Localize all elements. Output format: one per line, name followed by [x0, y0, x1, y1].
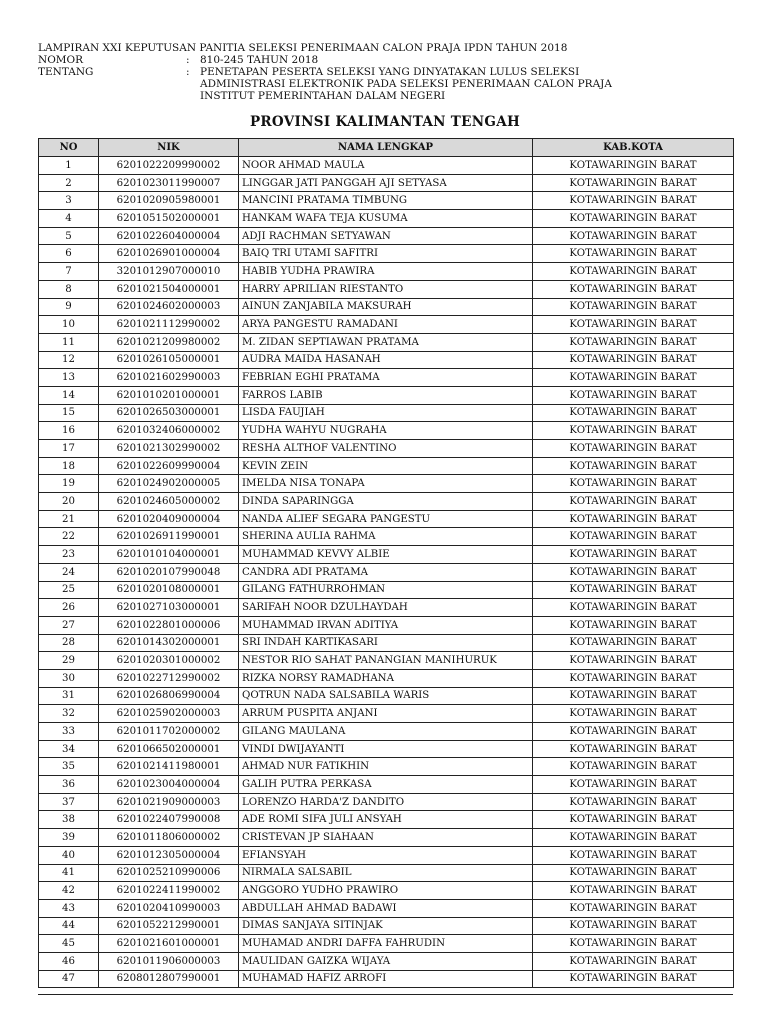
cell-no: 3 [39, 192, 99, 210]
cell-kab-kota: KOTAWARINGIN BARAT [533, 316, 734, 334]
table-row [39, 351, 734, 369]
cell-nik: 6201051502000001 [99, 210, 239, 228]
table-row [39, 563, 734, 581]
cell-no: 1 [39, 157, 99, 175]
cell-kab-kota: KOTAWARINGIN BARAT [533, 616, 734, 634]
tentang-line: ADMINISTRASI ELEKTRONIK PADA SELEKSI PENERIMAAN CALON PRAJA [200, 78, 612, 90]
cell-nama: ARRUM PUSPITA ANJANI [239, 705, 533, 723]
cell-no: 9 [39, 298, 99, 316]
cell-nama: HANKAM WAFA TEJA KUSUMA [239, 210, 533, 228]
table-row [39, 758, 734, 776]
cell-kab-kota: KOTAWARINGIN BARAT [533, 457, 734, 475]
cell-nama: LISDA FAUJIAH [239, 404, 533, 422]
cell-nama: NIRMALA SALSABIL [239, 864, 533, 882]
cell-nama: RESHA ALTHOF VALENTINO [239, 440, 533, 458]
cell-nama: SARIFAH NOOR DZULHAYDAH [239, 599, 533, 617]
cell-no: 23 [39, 546, 99, 564]
cell-nama: HARRY APRILIAN RIESTANTO [239, 280, 533, 298]
table-row [39, 528, 734, 546]
nomor-value: 810-245 TAHUN 2018 [200, 54, 319, 66]
cell-kab-kota: KOTAWARINGIN BARAT [533, 970, 734, 988]
cell-nama: MUHAMAD ANDRI DAFFA FAHRUDIN [239, 935, 533, 953]
cell-nama: BAIQ TRI UTAMI SAFITRI [239, 245, 533, 263]
cell-nik: 6201024902000005 [99, 475, 239, 493]
cell-no: 46 [39, 952, 99, 970]
cell-nama: CRISTEVAN JP SIAHAAN [239, 829, 533, 847]
cell-nik: 6201066502000001 [99, 740, 239, 758]
cell-kab-kota: KOTAWARINGIN BARAT [533, 245, 734, 263]
cell-kab-kota: KOTAWARINGIN BARAT [533, 935, 734, 953]
cell-nik: 6201025210990006 [99, 864, 239, 882]
cell-nama: MUHAMMAD IRVAN ADITIYA [239, 616, 533, 634]
cell-no: 8 [39, 280, 99, 298]
tentang-label: TENTANG [38, 66, 94, 78]
cell-nik: 6201022609990004 [99, 457, 239, 475]
cell-no: 4 [39, 210, 99, 228]
table-row [39, 776, 734, 794]
cell-no: 14 [39, 386, 99, 404]
cell-kab-kota: KOTAWARINGIN BARAT [533, 864, 734, 882]
cell-nama: MANCINI PRATAMA TIMBUNG [239, 192, 533, 210]
table-row [39, 599, 734, 617]
cell-no: 13 [39, 369, 99, 387]
cell-no: 12 [39, 351, 99, 369]
cell-nama: LINGGAR JATI PANGGAH AJI SETYASA [239, 174, 533, 192]
column-header-nik: NIK [99, 139, 239, 157]
cell-no: 32 [39, 705, 99, 723]
table-row [39, 386, 734, 404]
table-row [39, 740, 734, 758]
cell-nama: M. ZIDAN SEPTIAWAN PRATAMA [239, 333, 533, 351]
cell-nik: 6201020108000001 [99, 581, 239, 599]
cell-nama: RIZKA NORSY RAMADHANA [239, 669, 533, 687]
cell-nik: 6201032406000002 [99, 422, 239, 440]
cell-nama: VINDI DWIJAYANTI [239, 740, 533, 758]
nomor-label: NOMOR [38, 54, 84, 66]
cell-nik: 6201023011990007 [99, 174, 239, 192]
table-row [39, 935, 734, 953]
cell-nik: 6201027103000001 [99, 599, 239, 617]
table-row [39, 245, 734, 263]
cell-no: 41 [39, 864, 99, 882]
header-line-lampiran [38, 42, 738, 54]
cell-nama: NESTOR RIO SAHAT PANANGIAN MANIHURUK [239, 652, 533, 670]
cell-kab-kota: KOTAWARINGIN BARAT [533, 705, 734, 723]
table-row [39, 210, 734, 228]
cell-kab-kota: KOTAWARINGIN BARAT [533, 563, 734, 581]
cell-kab-kota: KOTAWARINGIN BARAT [533, 846, 734, 864]
cell-kab-kota: KOTAWARINGIN BARAT [533, 493, 734, 511]
cell-nik: 6201021302990002 [99, 440, 239, 458]
cell-no: 43 [39, 899, 99, 917]
cell-nik: 6201011906000003 [99, 952, 239, 970]
cell-kab-kota: KOTAWARINGIN BARAT [533, 528, 734, 546]
table-row [39, 404, 734, 422]
cell-nama: YUDHA WAHYU NUGRAHA [239, 422, 533, 440]
tentang-separator: : [186, 66, 190, 78]
table-row [39, 829, 734, 847]
table-row [39, 687, 734, 705]
table-row [39, 227, 734, 245]
cell-no: 2 [39, 174, 99, 192]
cell-nama: AHMAD NUR FATIKHIN [239, 758, 533, 776]
cell-nama: MAULIDAN GAIZKA WIJAYA [239, 952, 533, 970]
cell-kab-kota: KOTAWARINGIN BARAT [533, 263, 734, 281]
cell-no: 10 [39, 316, 99, 334]
cell-nama: LORENZO HARDA'Z DANDITO [239, 793, 533, 811]
table-row [39, 174, 734, 192]
document-header [38, 42, 738, 102]
cell-nik: 6201022712990002 [99, 669, 239, 687]
cell-nama: GILANG FATHURROHMAN [239, 581, 533, 599]
cell-kab-kota: KOTAWARINGIN BARAT [533, 422, 734, 440]
cell-nik: 6201020409000004 [99, 510, 239, 528]
table-row [39, 422, 734, 440]
cell-no: 15 [39, 404, 99, 422]
cell-nik: 6201021909000003 [99, 793, 239, 811]
tentang-line: PENETAPAN PESERTA SELEKSI YANG DINYATAKAN LULUS SELEKSI [200, 66, 580, 78]
cell-kab-kota: KOTAWARINGIN BARAT [533, 740, 734, 758]
cell-no: 16 [39, 422, 99, 440]
cell-no: 5 [39, 227, 99, 245]
cell-kab-kota: KOTAWARINGIN BARAT [533, 634, 734, 652]
cell-nik: 6201024602000003 [99, 298, 239, 316]
cell-nama: ARYA PANGESTU RAMADANI [239, 316, 533, 334]
column-header-no: NO [39, 139, 99, 157]
table-row [39, 369, 734, 387]
cell-nik: 6201021411980001 [99, 758, 239, 776]
bottom-divider [38, 994, 733, 995]
cell-nama: FARROS LABIB [239, 386, 533, 404]
cell-kab-kota: KOTAWARINGIN BARAT [533, 333, 734, 351]
cell-nama: GILANG MAULANA [239, 723, 533, 741]
cell-kab-kota: KOTAWARINGIN BARAT [533, 404, 734, 422]
cell-nama: ADE ROMI SIFA JULI ANSYAH [239, 811, 533, 829]
cell-kab-kota: KOTAWARINGIN BARAT [533, 829, 734, 847]
cell-nik: 6201025902000003 [99, 705, 239, 723]
table-row [39, 723, 734, 741]
cell-no: 42 [39, 882, 99, 900]
table-row [39, 157, 734, 175]
lampiran-text: LAMPIRAN XXI KEPUTUSAN PANITIA SELEKSI PENERIMAAN CALON PRAJA IPDN TAHUN 2018 [38, 42, 568, 54]
cell-no: 40 [39, 846, 99, 864]
cell-kab-kota: KOTAWARINGIN BARAT [533, 599, 734, 617]
cell-kab-kota: KOTAWARINGIN BARAT [533, 386, 734, 404]
cell-no: 24 [39, 563, 99, 581]
cell-no: 21 [39, 510, 99, 528]
cell-kab-kota: KOTAWARINGIN BARAT [533, 793, 734, 811]
cell-nama: NANDA ALIEF SEGARA PANGESTU [239, 510, 533, 528]
cell-nik: 6201026901000004 [99, 245, 239, 263]
table-row [39, 192, 734, 210]
cell-no: 17 [39, 440, 99, 458]
cell-no: 45 [39, 935, 99, 953]
cell-nama: MUHAMAD HAFIZ ARROFI [239, 970, 533, 988]
cell-nik: 6201022801000006 [99, 616, 239, 634]
column-header-kab-kota: KAB.KOTA [533, 139, 734, 157]
cell-kab-kota: KOTAWARINGIN BARAT [533, 298, 734, 316]
cell-kab-kota: KOTAWARINGIN BARAT [533, 192, 734, 210]
table-row [39, 475, 734, 493]
cell-kab-kota: KOTAWARINGIN BARAT [533, 475, 734, 493]
cell-no: 33 [39, 723, 99, 741]
table-row [39, 634, 734, 652]
cell-nama: SRI INDAH KARTIKASARI [239, 634, 533, 652]
table-row [39, 263, 734, 281]
cell-nama: ABDULLAH AHMAD BADAWI [239, 899, 533, 917]
cell-no: 36 [39, 776, 99, 794]
cell-nik: 6201020905980001 [99, 192, 239, 210]
cell-nama: QOTRUN NADA SALSABILA WARIS [239, 687, 533, 705]
table-row [39, 616, 734, 634]
table-row [39, 882, 734, 900]
cell-kab-kota: KOTAWARINGIN BARAT [533, 174, 734, 192]
cell-nik: 6201021112990002 [99, 316, 239, 334]
cell-kab-kota: KOTAWARINGIN BARAT [533, 280, 734, 298]
table-row [39, 705, 734, 723]
cell-nik: 6201052212990001 [99, 917, 239, 935]
tentang-value [200, 66, 738, 102]
cell-nik: 6201026911990001 [99, 528, 239, 546]
cell-nama: FEBRIAN EGHI PRATAMA [239, 369, 533, 387]
cell-nik: 6201023004000004 [99, 776, 239, 794]
cell-kab-kota: KOTAWARINGIN BARAT [533, 157, 734, 175]
cell-kab-kota: KOTAWARINGIN BARAT [533, 882, 734, 900]
cell-nik: 6201021209980002 [99, 333, 239, 351]
cell-nik: 6201022209990002 [99, 157, 239, 175]
cell-no: 44 [39, 917, 99, 935]
cell-nama: ANGGORO YUDHO PRAWIRO [239, 882, 533, 900]
cell-no: 29 [39, 652, 99, 670]
cell-no: 30 [39, 669, 99, 687]
cell-nik: 6201011806000002 [99, 829, 239, 847]
cell-kab-kota: KOTAWARINGIN BARAT [533, 687, 734, 705]
cell-no: 39 [39, 829, 99, 847]
cell-nama: MUHAMMAD KEVVY ALBIE [239, 546, 533, 564]
table-row [39, 970, 734, 988]
table-row [39, 793, 734, 811]
participants-table [38, 138, 734, 988]
cell-no: 28 [39, 634, 99, 652]
cell-kab-kota: KOTAWARINGIN BARAT [533, 917, 734, 935]
cell-nik: 6201026806990004 [99, 687, 239, 705]
table-row [39, 811, 734, 829]
cell-nik: 6208012807990001 [99, 970, 239, 988]
table-row [39, 298, 734, 316]
cell-kab-kota: KOTAWARINGIN BARAT [533, 369, 734, 387]
cell-kab-kota: KOTAWARINGIN BARAT [533, 669, 734, 687]
cell-nik: 6201020301000002 [99, 652, 239, 670]
table-row [39, 581, 734, 599]
cell-nama: DINDA SAPARINGGA [239, 493, 533, 511]
cell-nama: CANDRA ADI PRATAMA [239, 563, 533, 581]
cell-nik: 6201021504000001 [99, 280, 239, 298]
header-line-tentang [38, 66, 738, 102]
cell-nama: GALIH PUTRA PERKASA [239, 776, 533, 794]
cell-no: 18 [39, 457, 99, 475]
cell-nik: 6201024605000002 [99, 493, 239, 511]
cell-nama: HABIB YUDHA PRAWIRA [239, 263, 533, 281]
header-line-nomor [38, 54, 738, 66]
table-row [39, 510, 734, 528]
cell-kab-kota: KOTAWARINGIN BARAT [533, 546, 734, 564]
cell-no: 26 [39, 599, 99, 617]
cell-no: 20 [39, 493, 99, 511]
table-row [39, 652, 734, 670]
table-row [39, 493, 734, 511]
table-row [39, 899, 734, 917]
cell-no: 22 [39, 528, 99, 546]
cell-nama: AINUN ZANJABILA MAKSURAH [239, 298, 533, 316]
cell-nik: 6201012305000004 [99, 846, 239, 864]
tentang-line: INSTITUT PEMERINTAHAN DALAM NEGERI [200, 90, 446, 102]
cell-no: 31 [39, 687, 99, 705]
cell-nik: 6201021602990003 [99, 369, 239, 387]
column-header-nama: NAMA LENGKAP [239, 139, 533, 157]
cell-kab-kota: KOTAWARINGIN BARAT [533, 952, 734, 970]
cell-nik: 6201026105000001 [99, 351, 239, 369]
cell-nik: 6201020107990048 [99, 563, 239, 581]
cell-nik: 6201014302000001 [99, 634, 239, 652]
cell-nik: 3201012907000010 [99, 263, 239, 281]
cell-kab-kota: KOTAWARINGIN BARAT [533, 723, 734, 741]
cell-kab-kota: KOTAWARINGIN BARAT [533, 758, 734, 776]
cell-nik: 6201011702000002 [99, 723, 239, 741]
table-row [39, 440, 734, 458]
cell-kab-kota: KOTAWARINGIN BARAT [533, 811, 734, 829]
cell-nik: 6201020410990003 [99, 899, 239, 917]
table-row [39, 457, 734, 475]
table-row [39, 669, 734, 687]
cell-nik: 6201022407990008 [99, 811, 239, 829]
cell-nama: ADJI RACHMAN SETYAWAN [239, 227, 533, 245]
cell-kab-kota: KOTAWARINGIN BARAT [533, 652, 734, 670]
table-row [39, 952, 734, 970]
cell-nik: 6201010201000001 [99, 386, 239, 404]
table-row [39, 546, 734, 564]
cell-no: 6 [39, 245, 99, 263]
cell-nama: KEVIN ZEIN [239, 457, 533, 475]
nomor-separator: : [186, 54, 190, 66]
cell-kab-kota: KOTAWARINGIN BARAT [533, 899, 734, 917]
cell-no: 34 [39, 740, 99, 758]
table-row [39, 280, 734, 298]
cell-no: 35 [39, 758, 99, 776]
cell-no: 25 [39, 581, 99, 599]
cell-kab-kota: KOTAWARINGIN BARAT [533, 776, 734, 794]
cell-no: 11 [39, 333, 99, 351]
table-row [39, 333, 734, 351]
cell-nama: DIMAS SANJAYA SITINJAK [239, 917, 533, 935]
cell-kab-kota: KOTAWARINGIN BARAT [533, 510, 734, 528]
cell-nik: 6201022411990002 [99, 882, 239, 900]
cell-nik: 6201010104000001 [99, 546, 239, 564]
table-row [39, 846, 734, 864]
cell-kab-kota: KOTAWARINGIN BARAT [533, 581, 734, 599]
cell-nama: IMELDA NISA TONAPA [239, 475, 533, 493]
cell-nik: 6201021601000001 [99, 935, 239, 953]
cell-nik: 6201022604000004 [99, 227, 239, 245]
cell-nama: NOOR AHMAD MAULA [239, 157, 533, 175]
cell-kab-kota: KOTAWARINGIN BARAT [533, 210, 734, 228]
cell-nama: AUDRA MAIDA HASANAH [239, 351, 533, 369]
cell-no: 37 [39, 793, 99, 811]
cell-nama: EFIANSYAH [239, 846, 533, 864]
cell-no: 47 [39, 970, 99, 988]
table-row [39, 917, 734, 935]
cell-no: 27 [39, 616, 99, 634]
table-header-row [39, 139, 734, 157]
cell-nik: 6201026503000001 [99, 404, 239, 422]
cell-no: 38 [39, 811, 99, 829]
cell-nama: SHERINA AULIA RAHMA [239, 528, 533, 546]
cell-no: 7 [39, 263, 99, 281]
province-title: PROVINSI KALIMANTAN TENGAH [249, 114, 521, 130]
cell-kab-kota: KOTAWARINGIN BARAT [533, 351, 734, 369]
cell-kab-kota: KOTAWARINGIN BARAT [533, 227, 734, 245]
cell-kab-kota: KOTAWARINGIN BARAT [533, 440, 734, 458]
table-row [39, 316, 734, 334]
table-row [39, 864, 734, 882]
cell-no: 19 [39, 475, 99, 493]
